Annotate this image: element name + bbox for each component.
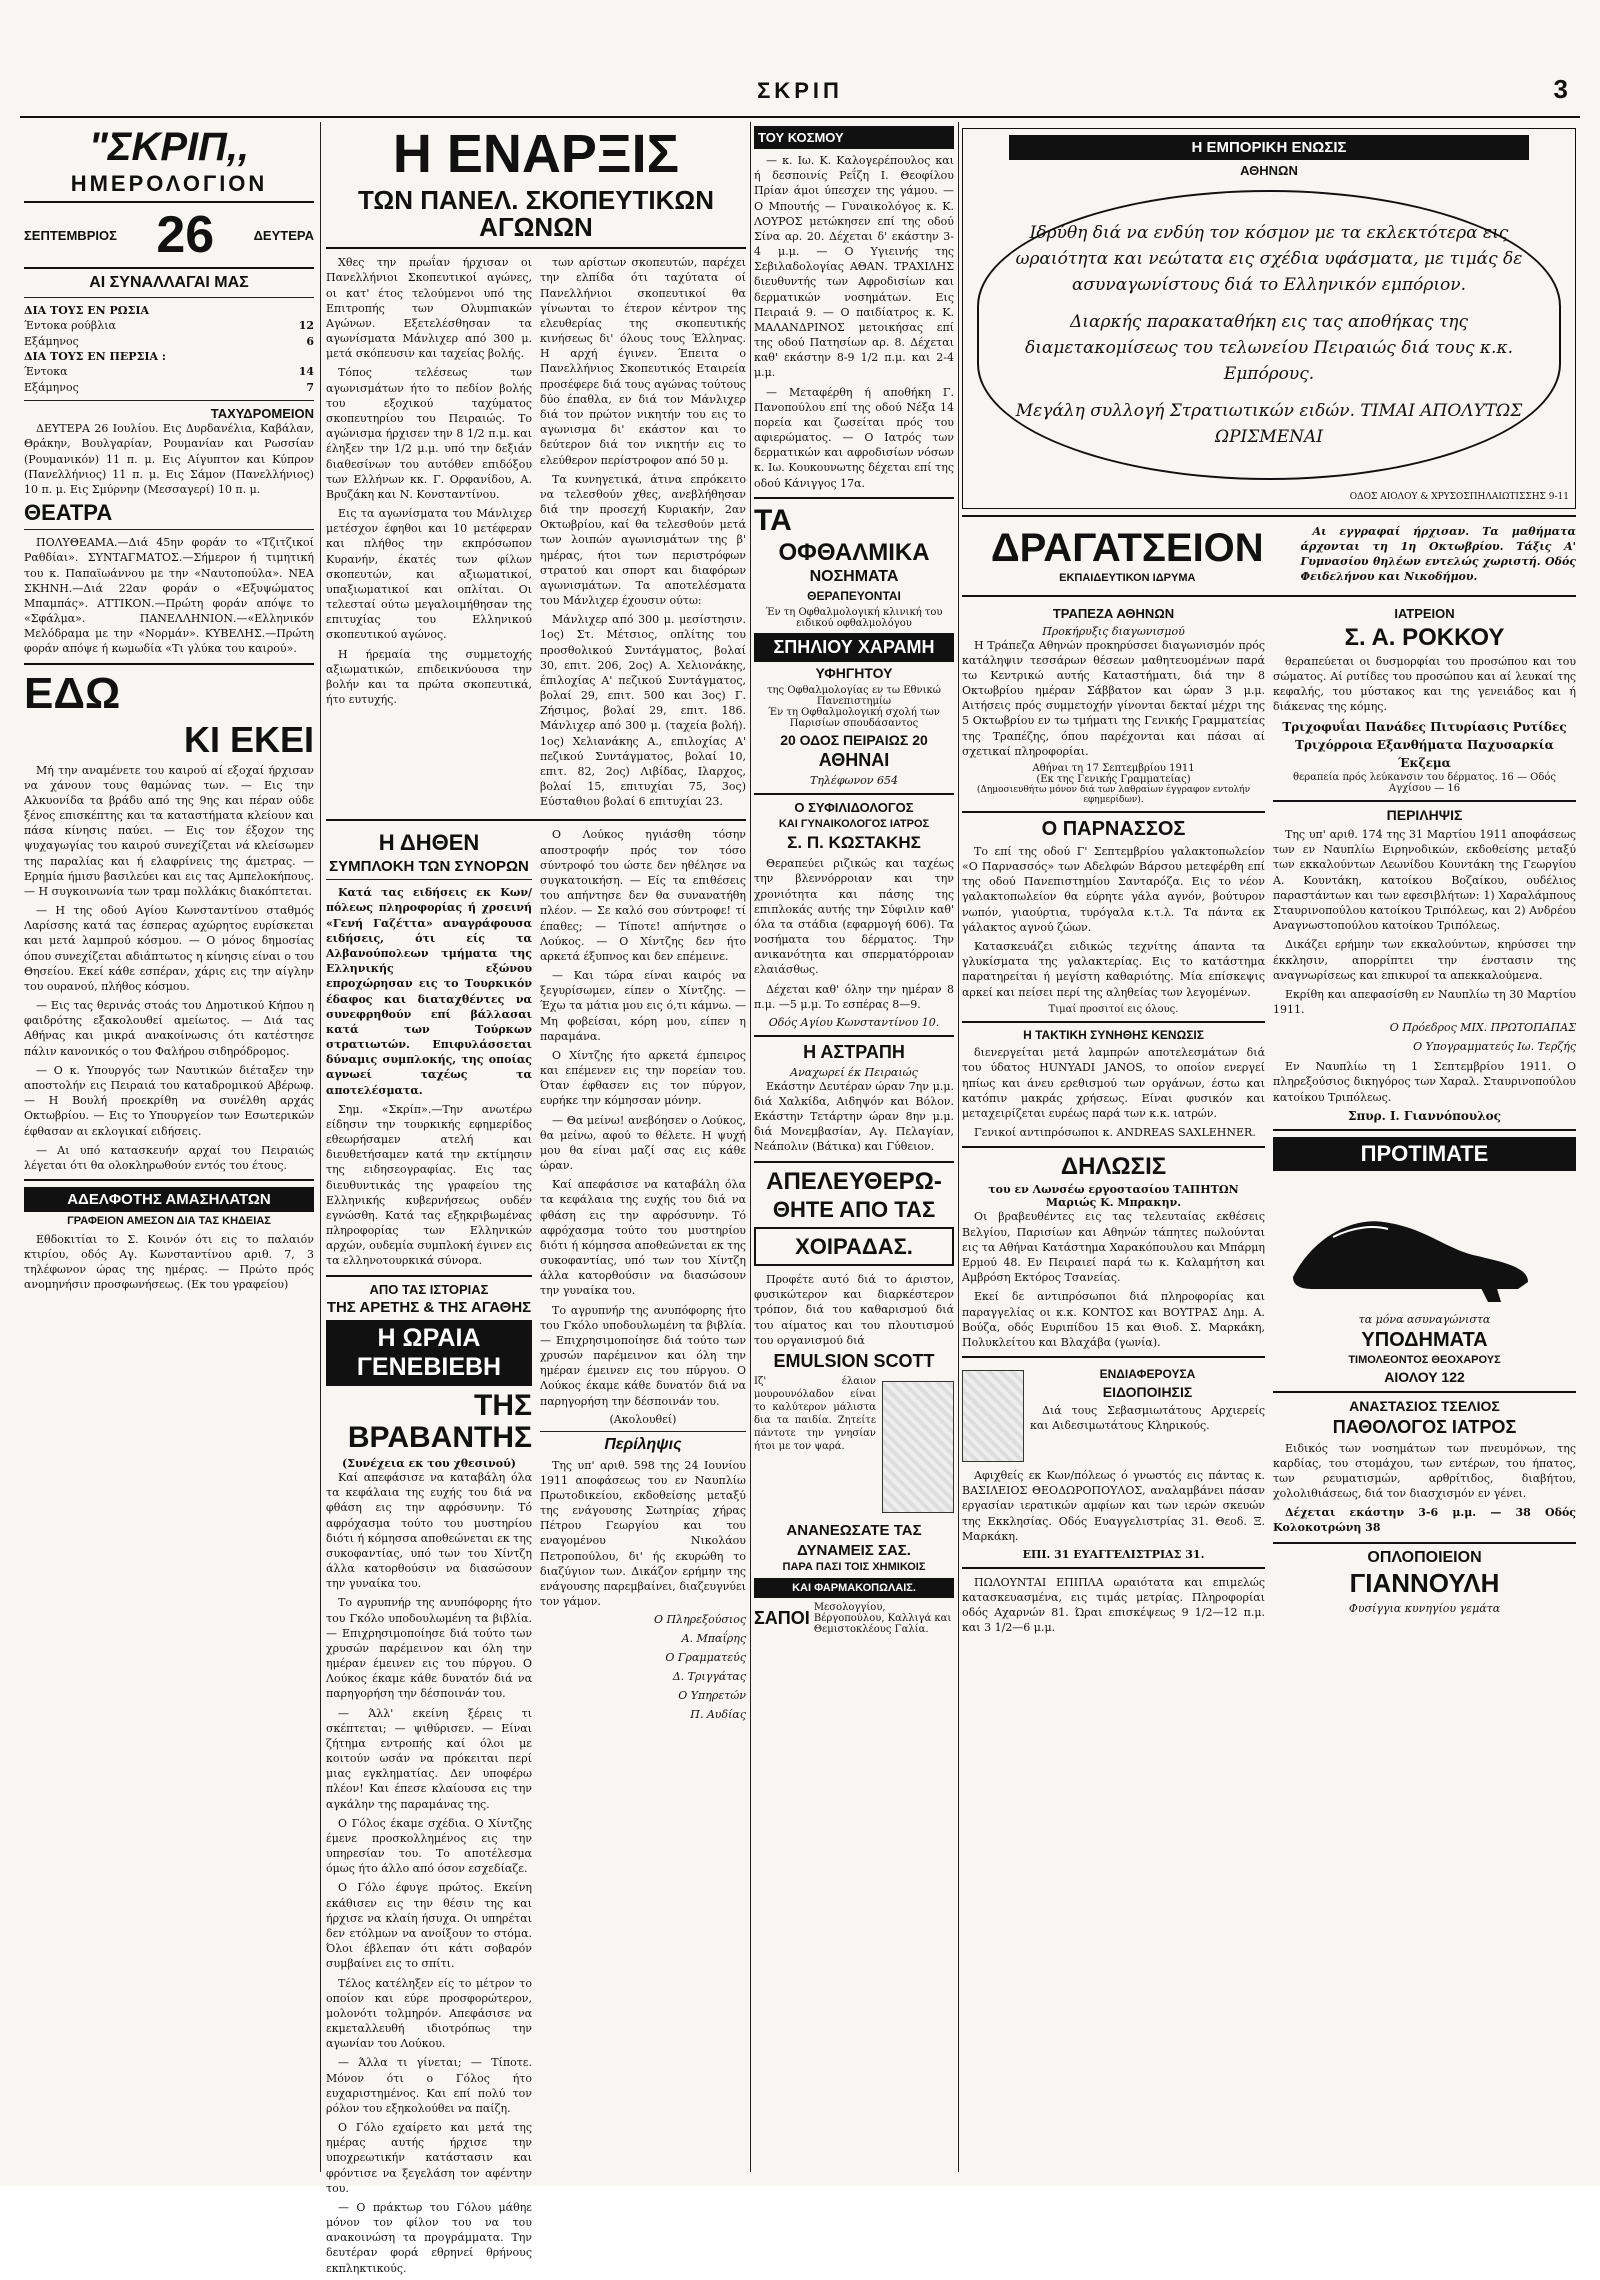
vestment-title2: ΕΙΔΟΠΟΙΗΣΙΣ [1102,1383,1193,1400]
masthead-rule [20,116,1580,118]
emporiki-city: ΑΘΗΝΩΝ [1240,163,1298,178]
divider [24,529,314,530]
syph-ad-doctor: Σ. Π. ΚΩΣΤΑΚΗΣ [787,833,921,853]
divider [1273,800,1576,802]
divider [962,811,1265,813]
hunyadi-text: Γενικοί αντιπρόσωποι κ. ANDREAS SAXLEHNER. [974,1126,1256,1140]
bank-text: Η Τράπεζα Αθηνών προκηρύσσει διαγωνισμόν πρός κατάληψιν τεσσάρων θέσεων μαθητευομένων παρά τω Κεντρικώ αυτής Καταστήματι, διά την 8 Οκτωβρίου ημέραν Σάββατον και ώραν 3 μ.μ. Αιτήσεις πρός συμμετοχήν γίνονται δεκταί μέχρι της 5 Οκτωβρίου εν τω τμήματι της Γενικής Γραμματείας της Τραπέζης, όπου παρέχονται και πάσαι αί σχετικαί πληροφορίαι. [962,638,1265,758]
scott-ad-illustration-row [754,1375,954,1519]
emporiki-text: Ιδρύθη διά να ενδύη τον κόσμον με τα εκλεκτότερα εις ωραιότητα και νεώτατα εις σχέδια υφάσματα, με τιμάς δε ασυναγωνίστους διά το Ελληνικόν εμπόριον. [1015,222,1523,296]
vestment-text: Διά τους Σεβασμιωτάτους Αρχιερείς και Αιδεσιμωτάτους Κληρικούς. [1030,1404,1265,1433]
theatre-text: ΠΟΛΥΘΕΑΜΑ.—Διά 45ην φοράν το «Τζιτζικοί Ραθδίαι». ΣΥΝΤΑΓΜΑΤΟΣ.—Σήμερον ή τιμητική του κ. Παπαϊωάννου με την «Ναυτοπούλα». ΝΕΑ ΣΚΗΝΗ.—Διά 22αν φοράν ο «Εξυψώματος Μπαμπάς». ΑΤΤΙΚΟΝ.—Πρώτη φοράν απόψε το «Σφάλμα». ΠΑΝΕΛΛΗΝΙΟΝ.—«Ελληνικόν Μελόδραμα με την «Νορμάν». ΚΥΒΕΛΗΣ.—Πρώτη φοράν απόψε ή κωμωδία «Τι γλύκα του καιρού». [24,536,314,656]
fx-row: Εξάμηνος 7 [24,380,314,394]
divider [754,793,954,795]
article-title: Η ΕΝΑΡΞΙΣ [392,124,680,184]
masthead-title: ΣΚΡΙΠ [757,78,843,103]
eye-ad-line: Έν τη Οφθαλμολογική σχολή των Παρισίων σπουδάσαντος [768,706,940,729]
divider [24,267,314,269]
dragatseion-title: ΔΡΑΓΑΤΣΕΙΟΝ [990,526,1264,571]
serial-text: Καί απεφάσισε να καταβάλη όλα τα κεφάλαια της ευχής του διά να φθάση εις την αφρόσυνην. Τό αφρόχασμα τούτο του μυστηρίου διότι ή κόμησσα αποθεώνεται εκ της συκοφαντίας, υπό των του Χίντζη άλλα κατορθούσιν να διασώσουν την γυναίκα του. [326,1471,532,1591]
clinic-address: θεραπεία πρός λεύκανσιν του δέρματος. 16 — Οδός Αγχίσου — 16 [1293,772,1556,795]
fx-row: Έντοκα 14 [24,365,314,379]
parnassos-note: Τιμαί προσιτοί εις όλους. [1048,1003,1179,1015]
article-body [326,255,746,813]
adelf-title: ΑΔΕΛΦΟΤΗΣ ΑΜΑΣΗΛΑΤΩΝ [24,1187,314,1212]
serial-text: Ο Γόλο εχαίρετο και μετά της ημέρας αυτής ήρχισε την υποχρεωτικήν κατάστασιν και φρόντισε να ξεγελάση τον αφέντην του. [326,2121,532,2195]
summary-text: Της υπ' αριθ. 174 της 31 Μαρτίου 1911 αποφάσεως των εν Ναυπλίω Ειρηνοδικών, εκδοθείσης μεταξύ των εκκαλούντων Λεωνίδου Κουντάκη της Γεωργίου Α. Κουντάκη, κατοίκου Βοζαίκου, ουδέλιος παραστάντων και των εφεσιβλήτων: 1) Χαραλάμπους Σταυρινοπούλου κατοίκου Τριπόλεως, και 2) Ανδρέου Αναγνωστοπούλου κατοίκου Τριπόλεως. [1273,828,1576,933]
vestment-text: Αφιχθείς εκ Κων/πόλεως ό γνωστός εις πάντας κ. ΒΑΣΙΛΕΙΟΣ ΘΕΟΔΩΡΟΠΟΥΛΟΣ, αναλαμβάνει πάσαν εργασίαν ιερατικών αμφίων και των ιερών σκευών της Εκκλησίας. Οδός Ευαγγελιστρίας 31. Θεοδ. Ξ. Μαρκάκη. [962,1469,1265,1543]
signature: Ο Πρόεδρος ΜΙΧ. ΠΡΩΤΟΠΑΠΑΣ [1389,1021,1576,1035]
furniture-ad: ΠΩΛΟΥΝΤΑΙ ΕΠΙΠΛΑ ωραιότατα και επιμελώς κατασκευασμένα, εις τιμάς μετρίας. Πληροφορίαι οδός Αχαρνών 81. Ώραι επισκέψεως 9 1/2—12 π.μ. και 3 1/2—6 μ.μ. [962,1575,1265,1635]
column-divider [750,122,751,2172]
date-weekday: ΔΕΥΤΕΡΑ [253,227,314,243]
soap-ad-text: Μεσολογγίου, Βέργοπούλου, Καλλιγά και Θεμιστοκλέους Γαλία. [813,1601,952,1635]
shoe-ad-address: ΑΙΟΛΟΥ 122 [1384,1369,1465,1386]
emporiki-oval [977,190,1561,481]
column-ads [962,122,1576,2172]
parnassos-title: Ο ΠΑΡΝΑΣΣΟΣ [1041,817,1186,840]
vestment-ad [962,1364,1265,1468]
syph-ad-text: Δέχεται καθ' όλην την ημέραν 8 π.μ. —5 μ.μ. Το εσπέρας 8—9. [754,982,954,1011]
divider [962,1021,1265,1023]
divider [24,1179,314,1181]
serial-text: — Και τώρα είναι καιρός να ξεγυρίσωμεν, είπεν ο Χίντζης. — Έχω τα μάτια μου εις ό,τι κάμνω. — Μη φοβείσαι, κόρη μου, είπεν η παραμάνα. [540,969,746,1043]
divider [24,663,314,665]
date-row [24,206,314,265]
divider [24,400,314,401]
serial-continuation: (Συνέχεια εκ του χθεσινού) [342,1457,516,1470]
carpet-title: ΔΗΛΩΣΙΣ [1060,1153,1167,1181]
fx-title: ΑΙ ΣΥΝΑΛΛΑΓΑΙ ΜΑΣ [89,274,249,292]
serial-text: Ο Λούκος ηγιάσθη τόσην αποστροφήν πρός τον τόσο σύντροφό του ώστε δεν ηθέλησε να συγκατοικήση. — Είς τα επιθέσεις του απήντησε δεν θα συνανατήθη πλέον. — Σε καλό σου σύντροφε! τί έπαθες; — Τίποτε! απήντησε ο Λούκος. — Ο Χίντζης δεν ήτο αρκετά έξυπνος και δεν επέμεινε. [540,828,746,963]
serial-text: Καί απεφάσισε να καταβάλη όλα τα κεφάλαια της ευχής του διά να φθάση εις την αφρόσυνην. Τό αφρόχασμα τούτο του μυστηρίου διότι ή κόμησσα αποθεώνεται εκ της συκοφαντίας, υπό των του Χίντζη άλλα κατορθούσιν να διασώσουν την γυναίκα του. [540,1178,746,1298]
serial-title: Η ΩΡΑΙΑ ΓΕΝΕΒΙΕΒΗ [326,1320,532,1386]
divider [962,1146,1265,1148]
ads-grid [962,603,1576,1640]
page-number: 3 [1553,74,1568,104]
signature: Σπυρ. Ι. Γιαννόπουλος [1348,1108,1501,1123]
article-paragraph: Χθες την πρωΐαν ήρχισαν οι Πανελλήνιοι Σκοπευτικοί αγώνες, οι κατ' έτος τελούμενοι υπό της Επιτροπής των Ολυμπιακών Αγώνων. Εξετελέσθησαν τα αγωνίσματα Μάνλιχερ από 300 μ. μετά σκόπευσιν και ταχείας βολής. [326,256,532,361]
post-title: ΤΑΧΥΔΡΟΜΕΙΟΝ [210,406,314,422]
shoe-ad-product: ΥΠΟΔΗΜΑΤΑ [1361,1328,1488,1351]
syph-ad-title2: ΚΑΙ ΓΥΝΑΙΚΟΛΟΓΟΣ ΙΑΤΡΟΣ [778,817,930,830]
edo-text: — Η της οδού Αγίου Κωνσταντίνου σταθμός Λαρίσσης κατά τας έσπερας αχώρητος ευρίσκεται και μετά λαμπρού κόσμου. — Ο μόνος δημοσίας όπου συνεχίζεται αδιάπτωτος η κίνησις είναι ο του Θησείου. Εκεί κάθε εσπέραν, χάρις εις την αίγλην του ουρανού, πλήθος κόσμου. [24,904,314,993]
bank-note: (Δημοσιευθήτω μόνον διά των λαθραίων έγγραφον εντολήν εφημερίδων). [976,784,1251,805]
clinic-name: Σ. Α. ΡΟΚΚΟΥ [1344,623,1505,651]
serial-kicker2: ΤΗΣ ΑΡΕΤΗΣ & ΤΗΣ ΑΓΑΘΗΣ [326,1299,532,1317]
doctor-ad-name: ΑΝΑΣΤΑΣΙΟΣ ΤΣΕΛΙΟΣ [1349,1397,1500,1414]
divider [24,297,314,298]
column-almanac [24,122,314,2172]
edo-text: — Αι υπό κατασκευήν αρχαί του Πειραιώς λέγεται ότι θα ολοκληρωθούν εντός του έτους. [24,1143,314,1172]
divider [326,247,746,249]
parnassos-text: Το επί της οδού Γ' Σεπτεμβρίου γαλακτοπωλείον «Ο Παρνασσός» των Αδελφών Βάρσου μετεφέρθη επί της οδού Πανεπιστημίου Σανταρόζα. Εις το νέον γαλακτοπωλείον θα εύρητε γάλα αγνόν, βούτυρον νωπόν, γιαούρτια, τυρόγαλα κ.τ.λ. Τα πάντα εκ γάλακτος αγνού ζώων. [962,844,1265,934]
divider [24,201,314,203]
eye-ad-line: ΘΕΡΑΠΕΥΟΝΤΑΙ [807,589,901,604]
doctor-ad-text: Ειδικός των νοσημάτων των πνευμόνων, της καρδίας, του στομάχου, των εντέρων, του ήπατος, των ρευματισμών, αρθρίτιδος, διαβήτου, χολολιθιάσεως, διά τον διασχισμόν εν γένει. [1273,1441,1576,1501]
fisherman-illustration [882,1381,954,1513]
gunsmith-title: ΟΠΛΟΠΟΙΕΙΟΝ [1367,1548,1482,1566]
eye-ad-address: 20 ΟΔΟΣ ΠΕΙΡΑΙΩΣ 20 [780,731,928,748]
eye-ad-subtitle: ΝΟΣΗΜΑΤΑ [809,568,899,586]
column-society [754,122,954,2172]
serial-text: Το αγρυπνήρ της ανυπόφορης ήτο του Γκόλο υποδουλωμένη τα βιβλία. — Επιχρησιμοποίησε διά τούτο των χρυσών παρέμεινον και όλη την ημέραν έμεινεν εις του πύργου. Ο Λούκος έκαμε κάθε δυνατόν διά να παρηγορήση την δέσποινάν του. [540,1303,746,1408]
edo-subheading: ΚΙ ΕΚΕΙ [183,718,314,760]
sub-article-title: Η ΔΗΘΕΝ [378,830,480,856]
divider [326,819,746,821]
soap-ad [754,1602,954,1635]
society-text: — Μεταφέρθη ή αποθήκη Γ. Πανοπούλου επί της οδού Νέξα 14 πορεία και ζωσείται πρός του αφιερώματος. — Ο Ιατρός των δερματικών και αφροδισίων νόσων κ. Ιω. Κουκουνωτης δέχεται επί της οδού Κάνιγγος 17α. [754,385,954,490]
scott-ad-title: ΑΠΕΛΕΥΘΕΡΩ- [766,1167,942,1195]
clinic-list: Τριχοφυΐαι Πανάδες Πιτυρίασις Ρυτίδες Τριχόρροια Εξανθήματα Παχυσαρκία Έκζεμα [1282,720,1567,771]
carpet-text: Οι βραβευθέντες εις τας τελευταίας εκθέσεις Βελγίου, Παρισίων και Αθηνών τάπητες πωλούνται εις τα Αθήναι Κατάστημα Χαρακόπουλου και Μπάρμη Ερμού 48. Εν Πειραιεί παρά τω κ. Καλαμήτση και Αμβρόση Εκτόρος Τσανείας. [962,1210,1265,1285]
hunyadi-title: Η ΤΑΚΤΙΚΗ ΣΥΝΗΘΗΣ ΚΕΝΩΣΙΣ [1023,1027,1204,1042]
summary-text: Εν Ναυπλίω τη 1 Σεπτεμβρίου 1911. Ο πληρεξούσιος δικηγόρος των Χαραλ. Σταυρινοπούλου κατοίκου Τριπόλεως. [1273,1060,1576,1104]
summary-text: Εκρίθη και απεφασίσθη εν Ναυπλίω τη 30 Μαρτίου 1911. [1273,987,1576,1017]
edo-text: — Εις τας θερινάς στοάς του Δημοτικού Κήπου η φαιδρότης εξακολουθεί αμείωτος. — Διά τας Αθήνας και μικρά ανακοίνωσις ότι κατέστησε πάλιν κανονικός ο του Φαλήρου σιδηρόδρομος. [24,999,314,1058]
syph-ad-title: Ο ΣΥΦΙΛΙΔΟΛΟΓΟΣ [794,800,914,816]
summary-title: ΠΕΡΙΛΗΨΙΣ [1386,807,1463,824]
emporiki-text: Διαρκής παρακαταθήκη εις τας αποθήκας της διαμετακομίσεως του τελωνείου Πειραιώς διά τους κ.κ. Εμπόρους. [1024,311,1513,385]
hunyadi-text: διενεργείται μετά λαμπρών αποτελεσμάτων διά του ύδατος HUNYADI JANOS, το οποίον ενεργεί ηπίως και άνευ ερεθισμού των οργάνων, έστω και κατόπιν μακράς χρήσεως. Είναι φυσικόν και μεταχειρίζεται ευρέως παρά των κ.κ. ιατρών. [962,1046,1265,1120]
scott-ad-text: Ιζ' έλαιον μουρουνόλαδον είναι το καλύτερον μάλιστα δια τα παιδία. Ζητείτε πάντοτε την γνησίαν ήτοι με τον ψαρά. [754,1375,876,1452]
divider [962,1567,1265,1569]
signature: Α. Μπαΐρης [681,1632,746,1646]
fx-row: ΔΙΑ ΤΟΥΣ ΕΝ ΠΕΡΣΙΑ : [24,350,166,364]
fx-row: ΔΙΑ ΤΟΥΣ ΕΝ ΡΩΣΙΑ [24,303,150,317]
dragatseion-ad [962,523,1576,589]
scott-ad-footer: ΠΑΡΑ ΠΑΣΙ ΤΟΙΣ ΧΗΜΙΚΟΙΣ [782,1561,926,1574]
signature: Ο Υπογραμματεύς Ιω. Τερζής [1413,1040,1576,1054]
theatre-title: ΘΕΑΤΡΑ [24,500,113,526]
divider [962,595,1576,597]
fx-row: Εξάμηνος 6 [24,334,314,348]
summary-title: Περίληψις [604,1435,682,1453]
syph-ad-address: Οδός Αγίου Κωνσταντίνου 10. [768,1015,940,1029]
eye-ad-city: ΑΘΗΝΑΙ [818,750,890,771]
sub-article-text: Σημ. «Σκρίπ».—Την ανωτέρω είδησιν την τουρκικής εφημερίδος εθεωρήσαμεν ατελή και διευθετήσαμεν κατά την εκτίμησιν της ειδησεογραφίας. Εις τας διευθυντικάς της γραφείου της Ελληνικής κυβερνήσεως ουδέν εγνώσθη. Κατά τας εξηκριβωμένας πληροφορίας των Ελληνικών αρχών, ουδεμία συμπλοκή έγινεν εις τα ελληνοτουρκικά σύνορα. [326,1102,532,1268]
masthead [20,14,1580,114]
emporiki-title: Η ΕΜΠΟΡΙΚΗ ΕΝΩΣΙΣ [1009,135,1529,160]
clinic-text: θεραπεύεται οι δυσμορφίαι του προσώπου και του σώματος. Αί ρυτίδες του προσώπου και αί λευκαί της κεφαλής, του μύστακος και της γενειάδος και ή διάκενας της κόμης. [1273,654,1576,714]
serial-text: Τέλος κατέληξεν είς το μέτρον το οποίον και εύρε προσφορώτερον, μολονότι τολμηρόν. Απεφάσισε να εκμεταλλευθή ιδιοτρόπως την αγωνίαν του Λούκου. [326,1976,532,2051]
shoe-illustration [1273,1177,1576,1307]
emporiki-ad [962,128,1576,509]
signature: Ο Πληρεξούσιος [653,1613,746,1627]
almanac-heading: ΗΜΕΡΟΛΟΓΙΟΝ [70,171,268,196]
shoe-ad-maker: ΤΙΜΟΛΕΟΝΤΟΣ ΘΕΟΧΑΡΟΥΣ [1348,1353,1501,1366]
serial-text: — Άλλ' εκείνη ξέρεις τι σκέπτεται; — ψιθύρισεν. — Είναι ζήτημα εντροπής καί όλοι με κοιτούν ωσάν να πρόκειται περί μιας εγκληματίας. Δεν υποφέρω πλέον! Και έπεσε κλαίουσα εις την αγκάλην της παραμάνας της. [326,1706,532,1811]
ship-ad-title: Η ΑΣΤΡΑΠΗ [803,1041,905,1062]
serial-text: — Ο πράκτωρ του Γόλου μάθηε μόνον τον φίλον του να του ανακοινώση τα προγράμματα. Την δευτέραν φορά εθρηνεί θρήνους εκπληκτικούς. [326,2200,532,2275]
doctor-ad-text: Δέχεται εκάστην 3-6 μ.μ. — 38 Οδός Κολοκοτρώνη 38 [1273,1506,1576,1535]
scott-ad-slogan2: ΔΥΝΑΜΕΙΣ ΣΑΣ. [797,1541,911,1559]
bank-subtitle: Προκήρυξις διαγωνισμού [1042,624,1185,638]
eye-ad-kicker: ΤΑ [754,503,792,537]
parnassos-text: Κατασκευάζει ειδικώς τεχνίτης άπαντα τα γλυκίσματα της γαλακτερίας. Εις το κατάστημα παρατηρείται ή μεγίστη καθαριότης. Μία επίσκεψις αρκεί και πείσει περί της αληθείας των λεγομένων. [962,939,1265,999]
serial-text: — Θα μείνω! ανεβόησεν ο Λούκος, θα μείνω, αφού το θέλετε. Η ψυχή μου θα είναι μαζί σας εις κάθε ώραν. [540,1113,746,1173]
divider [962,515,1576,517]
column-divider [958,122,959,2172]
divider [326,1275,532,1277]
society-title: ΤΟΥ ΚΟΣΜΟΥ [754,126,954,149]
sub-article-subtitle: ΣΥΜΠΛΟΚΗ ΤΩΝ ΣΥΝΟΡΩΝ [329,857,529,875]
divider [540,1431,746,1432]
fx-list [24,303,314,395]
shoe-ad-text: τα μόνα ασυναγώνιστα [1358,1312,1491,1326]
clinic-title: ΙΑΤΡΕΙΟΝ [1394,605,1455,621]
date-day: 26 [156,206,215,265]
dragatseion-subtitle: ΕΚΠΑΙΔΕΥΤΙΚΟΝ ΙΔΡΥΜΑ [1059,572,1196,585]
eye-ad-line: της Οφθαλμολογίας εν τω Εθνικώ Πανεπιστημίω [767,684,941,707]
column-divider [320,122,321,2172]
doctor-ad-title: ΠΑΘΟΛΟΓΟΣ ΙΑΤΡΟΣ [1332,1416,1517,1437]
carpet-subtitle: του εν Λωνσέω εργοστασίου ΤΑΠΗΤΩΝ Μαριώς Κ. Μπρακην. [988,1183,1239,1210]
almanac-logo: "ΣΚΡΙΠ,, [88,125,250,169]
scott-ad-slogan: ΑΝΑΝΕΩΣΑΤΕ ΤΑΣ [786,1521,922,1539]
edo-text: Μή την αναμένετε του καιρού αί εξοχαί ήρχισαν να χάνουν τους θαμώνας των. — Εις την Αλκυονίδα τα βράδυ από της 9ης και πέραν ούδε ξένος επισκέπτης και τα καταστήματα κλείουν και πάσα κίνησις παύει. — Εις τον έξοχον της ψυχαγωγίας του καιρού συνεχίζεται νά κλείσωμεν της παραλίας και ή ελαφρίνεις της άμετρας. — Ερημία ήμισυ βασιλεύει και εις τας Αμπελοκήπους. — Η συγκοινωνία των τραμ πολλάκις διακόπτεται. [24,763,314,898]
fx-row: Έντοκα ρούβλια 12 [24,319,314,333]
shoe-ad-title: ΠΡΟΤΙΜΑΤΕ [1273,1137,1576,1171]
dragatseion-text: Αι εγγραφαί ήρχισαν. Τα μαθήματα άρχονται τη 1η Οκτωβρίου. Τάξις Α' Γυμνασίου θηλέων εντελώς χωριστή. Οδός Φειδελήνου και Νικοδήμου. [1300,524,1576,584]
scott-ad-title3: ΧΟΙΡΑΔΑΣ. [754,1227,954,1266]
serial-text: Ο Γόλο έφυγε πρώτος. Εκείνη εκάθισεν εις την θέσιν της και ήρχισε να κλαίη ήσυχα. Οι υπηρέται δεν ετόλμων να ανοίξουν το στόμα. Όλοι έβλεπαν ότι κάτι σοβαρόν συμβαίνει εις το σπίτι. [326,1881,532,1971]
bank-date: Αθήναι τη 17 Σεπτεμβρίου 1911 [1032,762,1195,774]
scott-ad-brand: EMULSION SCOTT [773,1350,935,1371]
church-illustration [962,1370,1024,1462]
scott-ad-footer2: ΚΑΙ ΦΑΡΜΑΚΟΠΩΛΑΙΣ. [754,1578,954,1598]
shoe-icon [1273,1177,1543,1307]
gunsmith-name: ΓΙΑΝΝΟΥΛΗ [1349,1568,1500,1599]
adelf-sub: ΓΡΑΦΕΙΟΝ ΑΜΕΣΟΝ ΔΙΑ ΤΑΣ ΚΗΔΕΙΑΣ [67,1215,271,1228]
edo-heading: ΕΔΩ [24,668,121,718]
signature: Δ. Τριγγάτας [672,1670,746,1684]
divider [1273,1391,1576,1393]
serial-text: Ο Χίντζης ήτο αρκετά έμπειρος και επέμενεν εις την πορείαν του. Όταν έφθασεν εις τον πύργον, ευρήκε την κόμησσαν μόνην. [540,1048,746,1108]
serial-kicker: ΑΠΟ ΤΑΣ ΙΣΤΟΡΙΑΣ [369,1281,489,1297]
bank-title: ΤΡΑΠΕΖΑ ΑΘΗΝΩΝ [1052,605,1175,621]
divider [1273,1542,1576,1544]
serial-text: Ο Γόλος έκαμε σχέδια. Ο Χίντζης έμενε προσκολλημένος εις την υπηρεσίαν του. Το αποτέλεσμα όμως ήτο άλλο από όσον εσχεδίαζε. [326,1816,532,1876]
serial-text: Το αγρυπνήρ της ανυπόφορης ήτο του Γκόλο υποδουλωμένη τα βιβλία. — Επιχρησιμοποίησε διά τούτο των χρυσών παρέμεινον και όλη την ημέραν έμεινεν εις του πύργου. Ο Λούκος έκαμε κάθε δυνατόν διά να παρηγορήση την δέσποινάν του. [326,1596,532,1701]
article-results: Μάνλιχερ από 300 μ. μεσίστησιν. 1ος) Στ. Μέτσιος, οπλίτης του προσθολικού Συντάγματος, βολαί 30, επιτ. 206, 2ος) Α. Χελιονάκης, έπιλοχίας Α' πεζικού Συντάγματος, βολαί 29, επιτ. 500 και 3ος) Γ. Ζήσιμος, βολαί 29, επιτ. 186. Μάνλιχερ από 300 μ. (ταχεία βολή). 1ος) Χελιανάκης Α., επιλοχίας Α' πεζικού Συντάγματος, βολαί 10, επιτ. 82, 2ος) Λιβίδας, Ιλαρχος, βολαί 15, επιτυχίαι 75, 3ος) Εύσταθιου βολαί 6 επιτυχίαι 23. [540,613,746,809]
article-paragraph: Τόπος τελέσεως των αγωνισμάτων ήτο το πεδίον βολής του εξοχικού ταχύματος σκοπευτηρίου του Πειραιώς. Το αγώνισμα ήρχισεν την 8 1/2 π.μ. και έληξεν την 1/2 μ.μ. υπό την δεξιάν διαθεσίνων του αυτόθεν επιδόξου των Ελλήνων κκ. Γ. Ορφανίδου, Α. Βρυζάκη και Ν. Κονσταντίνου. [326,366,532,501]
adelf-text: Εθδοκιτίαι το Σ. Κοινόν ότι εις το παλαιόν κτιρίου, οδός Αγ. Κωνσταντίνου αριθ. 7, 3 τηλέφωνον ώρας της ημέρας. — Πρώτο πρός ανομηνήσιν προσφωνήσεως. (Εκ του γραφείου) [24,1232,314,1292]
article-subtitle: ΤΩΝ ΠΑΝΕΛ. ΣΚΟΠΕΥΤΙΚΩΝ ΑΓΩΝΩΝ [357,184,715,242]
bank-signature: (Εκ της Γενικής Γραμματείας) [1036,773,1191,785]
summary-text: Της υπ' αριθ. 598 της 24 Ιουνίου 1911 αποφάσεως του εν Ναυπλίω Πρωτοδικείου, εκδοθείσης μεταξύ της ενάγουσης Σωτηρίας χήρας Πέτρου Γεωργίου και του εναγομένου Νικολάου Πετροπούλου, δι' ής εκυρώθη το διαζύγιον των. Δικάζον ερήμην της ενάγουσης παρεμβαίνει, διαζευγνύει τον γάμον. [540,1458,746,1609]
emporiki-text: Μεγάλη συλλογή Στρατιωτικών ειδών. ΤΙΜΑΙ ΑΠΟΛΥΤΩΣ ΩΡΙΣΜΕΝΑΙ [1015,400,1523,448]
column-main [326,122,746,2275]
scott-ad-text: Προφέτε αυτό διά το άριστον, φυσικώτερον και διαρκέστερον τρόπον, διά του καθαρισμού διά του αίματος και του πλουτισμού του οργανισμού διά [754,1273,954,1347]
article-paragraph: των αρίστων σκοπευτών, παρέχει την ελπίδα ότι ταχύτατα οί Πανελλήνιοι σκοπευτικοί θα γίνωνται το έτερον κέντρον της ελευθερίας της σκοπευτικής κινήσεως δι' όλους τους Έλληνας. Η αρχή έγινεν. Έπειτα ο Πανελλήνιος Σκοπευτικός Εταιρεία προσέφερε διά τους αγώνας τούτους δύο έπαθλα, εν διά τον Μάνλιχερ διά τον πρώτον νικητήν του εις το αγωνισμα δι' εκάστον και το δεύτερον διά τον νικητήν εις το ελεύθερον περίστροφον από 50 μ. [540,256,746,467]
article-paragraph: Τα κυνηγετικά, άτινα επρόκειτο να τελεσθούν χθες, ανεβλήθησαν διά την προσεχή Κυριακήν, 2αν Οκτωβρίου, καί θα τελεσθούν μετά των λοιπών αγωνισμάτων της β' ημέρας, ήτοι των περιστρόφων στρατού και σπορτ και διαφόρων αγωνισμάτων. Τα αποτελέσματα του Μάνλιχερ έχουσιν ούτω: [540,472,746,608]
edo-text: — Ο κ. Υπουργός των Ναυτικών διέταξεν την αποστολήν εις Πειραιά του καταδρομικού Αβέρωφ. — Η Βουλή προεκρίθη να συνέλθη αρχάς Οκτωβρίου. — Εις το Υπουργείον των Εσωτερικών έφθασαν αι εκλογικαί ειδήσεις. [24,1063,314,1138]
eye-ad-line: ΥΦΗΓΗΤΟΥ [815,664,893,681]
summary-text: Δικάζει ερήμην των εκκαλούντων, κηρύσσει την έκκλησιν, απορρίπτει την ένστασιν της αναγνωρίσεως και επικυροί τα απεκκαλούμενα. [1273,938,1576,982]
ship-ad-subtitle: Αναχωρεί έκ Πειραιώς [790,1065,918,1079]
carpet-text: Εκεί δε αντιπρόσωποι διά πληροφορίας και παραγγελίας οι κ.κ. ΚΟΝΤΟΣ και ΒΟΥΤΡΑΣ Δημ. Α. Βούζα, οδός Ευριπίδου 15 και Θιοδ. Σ. Μαρκάκη, Πολυκλείτου και Βλαχάβα (γωνία). [962,1290,1265,1349]
eye-ad-phone: Τηλέφωνον 654 [810,774,898,788]
emporiki-address: ΟΔΟΣ ΑΙΟΛΟΥ & ΧΡΥΣΟΣΠΗΛΑΙΩΤΙΣΣΗΣ 9-11 [1349,492,1569,503]
society-text: — κ. Ιω. Κ. Καλογερέπουλος και ή δεσποινίς Ρεΐζη Ι. Θεοφίλου Πρίαν άμοι ύπεσχεν της γάμου. — Ο Μπουτής — Γυναικολόγος κ. Κ. ΛΟΥΡΟΣ μετώκησεν επί της οδού Σίνα αρ. 20. Δέχεται δ' εκάστην 3-4 μ.μ. — Ο Υγιεινής της Σεβιλαδολογίας ΑΘΑΝ. ΤΡΑΧΙΛΗΣ διευθυντής των Αφροδισίων και δερματικών νοσημάτων. Εις Πειραιά 9. — Ο παιδίατρος κ. Κ. ΜΑΛΑΝΔΡΙΝΟΣ μετοικήσας επί της οδού Πατησίων αρ. 8. Δέχεται καθ' εκάστην 8-9 1/2 π.μ. και 2-4 μ.μ. [754,154,954,380]
eye-ad-title: ΟΦΘΑΛΜΙΚΑ [778,539,930,567]
gunsmith-text: Φυσίγγια κυνηγίου γεμάτα [1348,1601,1501,1615]
signature: Π. Αυδίας [690,1708,746,1722]
vestment-title: ΕΝΔΙΑΦΕΡΟΥΣΑ [1099,1367,1196,1382]
ship-ad-text: Εκάστην Δευτέραν ώραν 7ην μ.μ. διά Χαλκίδα, Αιδηψόν και Βόλον. Εκάστην Τετάρτην ώραν 8ην μ.μ. διά Μονεμβασίαν, Αγ. Πελαγίαν, Νεάπολιν (Βάτικα) και Γύθειον. [754,1079,954,1154]
vestment-address: ΕΠΙ. 31 ΕΥΑΓΓΕΛΙΣΤΡΙΑΣ 31. [1022,1547,1205,1561]
soap-ad-title: ΣΑΠΟΙ [754,1607,810,1628]
divider [754,1035,954,1037]
divider [754,497,954,499]
post-text: ΔΕΥΤΕΡΑ 26 Ιουλίου. Εις Δυρδανέλια, Καβάλαν, Θράκην, Βουλγαρίαν, Ρουμανίαν και Ρωσσίαν (Ρουμανικόν) 11 π. μ. Εις Αίγυπτον και Κύπρον (Πανελλήνιος) 11 π. μ. Εις Σάμον (Πανελλήνιος) 10 π. μ. Εις Σμύρνην (Μεσσαγερί) 10 π. μ. [24,422,314,496]
syph-ad-text: Θεραπεύει ριζικώς και ταχέως την βλεννόρροιαν και την χρονιότητα και πάσης της επιπλοκάς αυτής την Σύφιλιν καθ' όλα τα στάδια (εφαρμογή 606). Τα νοσήματα του δέρματος. Την ανικανότητα και σπερματόρροιαν ελαιάσθως. [754,857,954,977]
date-month: ΣΕΠΤΕΜΒΡΙΟΣ [24,227,117,243]
sub-article-text: Κατά τας ειδήσεις εκ Κων/πόλεως πληροφορίας ή χρσεινή «Γενή Γαζέττα» αναγράφουσα ειδήσεις, ότι είς τα Αλβανούπολεων τμήματα της Ελληνικής εξώνου επροχώρησαν εις το Τουρκικόν έδαφος και διαταχθέντες να συνεφρηθούν επί βάλλασαι κατά των Τούρκων στρατιωτών. Επιφυλάσσεται δύναμις συμπλοκής, της οποίας αγνωεί ταχέως τα αποτελέσματα. [326,886,532,1097]
signature: Ο Υπηρετών [678,1689,746,1703]
scott-ad-title2: ΘΗΤΕ ΑΠΟ ΤΑΣ [772,1196,936,1222]
article-paragraph: Εις τα αγωνίσματα του Μάνλιχερ μετέσχον έφηθοι και 10 μετέφεραν και πλήθος την εκπρόσωπον Κυρανήν, έκατές των φίλων σκοπευτών, και αξιωματικοί, υπαξιωματικοί και οπλίται. Οι τελεσταί ούτω μεγαλοιμήθησαν της επιτυχίας του Ελληνικού σκοπευτικού αγώνος. [326,507,532,642]
divider [326,879,532,880]
article-paragraph: Η ήρεμαία της συμμετοχής αξιωματικών, επιδεικνύουσα την βολήν και τα πρώτα σκοπευτικά, ήτο ευτυχής. [326,647,532,707]
lower-body [326,827,746,2279]
eye-ad-line: Έν τη Οφθαλμολογική κλινική του ειδικού οφθαλμολόγου [765,606,943,629]
divider [754,1161,954,1163]
serial-text: — Άλλα τι γίνεται; — Τίποτε. Μόνον ότι ο Γόλος ήτο ευχαριστημένος. Και επί πολύ τον ρόλον του εξηκολούθει να παίζη. [326,2056,532,2115]
serial-title2: ΤΗΣ ΒΡΑΒΑΝΤΗΣ [347,1389,532,1454]
eye-ad-doctor: ΣΠΗΛΙΟΥ ΧΑΡΑΜΗ [754,633,954,662]
divider [1273,1129,1576,1131]
serial-to-be-continued: (Ακολουθεί) [609,1412,677,1426]
divider [962,1356,1265,1358]
signature: Ο Γραμματεύς [665,1651,746,1665]
